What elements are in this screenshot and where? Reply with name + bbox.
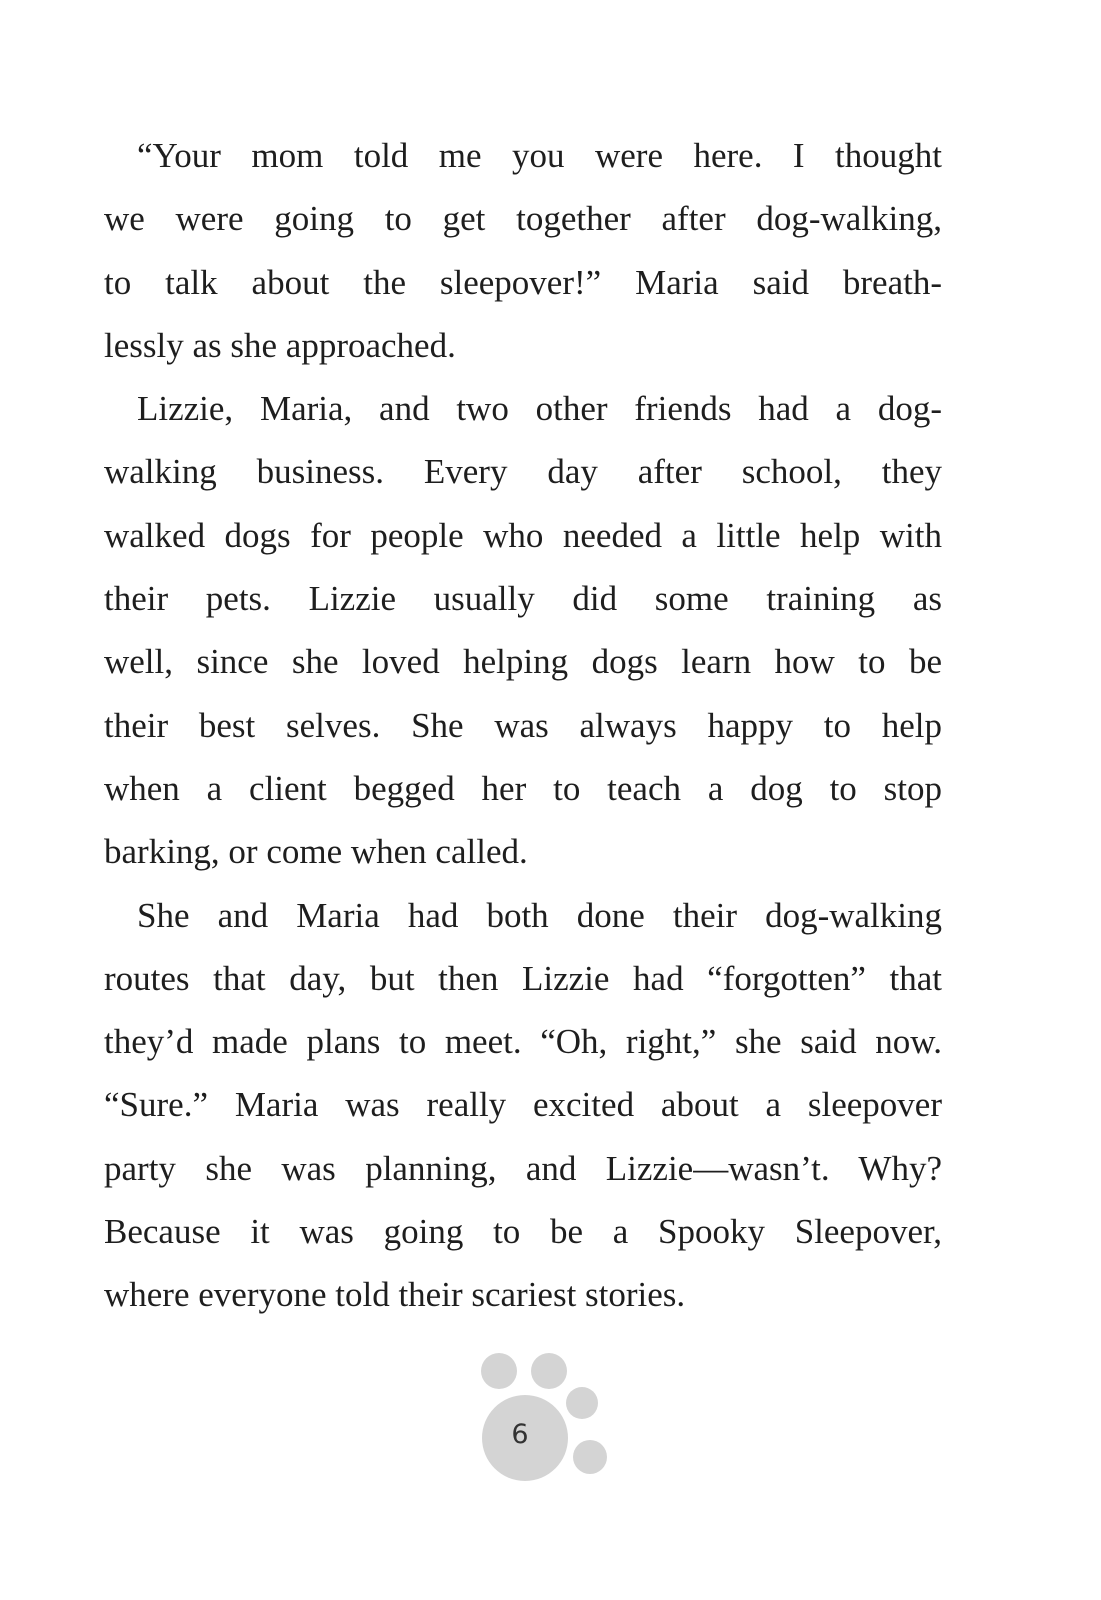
text-line: their pets. Lizzie usually did some training as bbox=[104, 579, 942, 619]
text-line: when a client begged her to teach a dog to stop bbox=[104, 768, 942, 808]
paw-toe bbox=[481, 1353, 517, 1389]
text-line: we were going to get together after dog-walking, bbox=[104, 199, 942, 239]
text-line: “Your mom told me you were here. I thought bbox=[137, 136, 942, 175]
text-line: lessly as she approached. bbox=[104, 325, 456, 365]
paw-toe bbox=[566, 1387, 598, 1419]
text-line: well, since she loved helping dogs learn how to be bbox=[104, 642, 942, 682]
paw-toe bbox=[573, 1440, 607, 1474]
text-line: barking, or come when called. bbox=[104, 832, 528, 872]
page-number: 6 bbox=[511, 1419, 529, 1450]
text-line: where everyone told their scariest stories. bbox=[104, 1275, 686, 1315]
text-line: they’d made plans to meet. “Oh, right,” she said now. bbox=[104, 1022, 942, 1062]
text-line: their best selves. She was always happy to help bbox=[104, 705, 942, 745]
paw-toe bbox=[531, 1353, 567, 1389]
text-line: walking business. Every day after school, they bbox=[104, 452, 942, 492]
text-line: routes that day, but then Lizzie had “forgotten” that bbox=[104, 958, 942, 998]
text-line: party she was planning, and Lizzie—wasn’t. Why? bbox=[104, 1148, 942, 1188]
text-line: Because it was going to be a Spooky Sleepover, bbox=[104, 1212, 942, 1252]
text-line: Lizzie, Maria, and two other friends had a dog- bbox=[137, 389, 942, 429]
text-line: “Sure.” Maria was really excited about a sleepover bbox=[104, 1085, 942, 1125]
text-line: to talk about the sleepover!” Maria said breath- bbox=[104, 262, 942, 302]
text-line: She and Maria had both done their dog-walking bbox=[137, 895, 942, 935]
text-line: walked dogs for people who needed a little help with bbox=[104, 515, 942, 555]
